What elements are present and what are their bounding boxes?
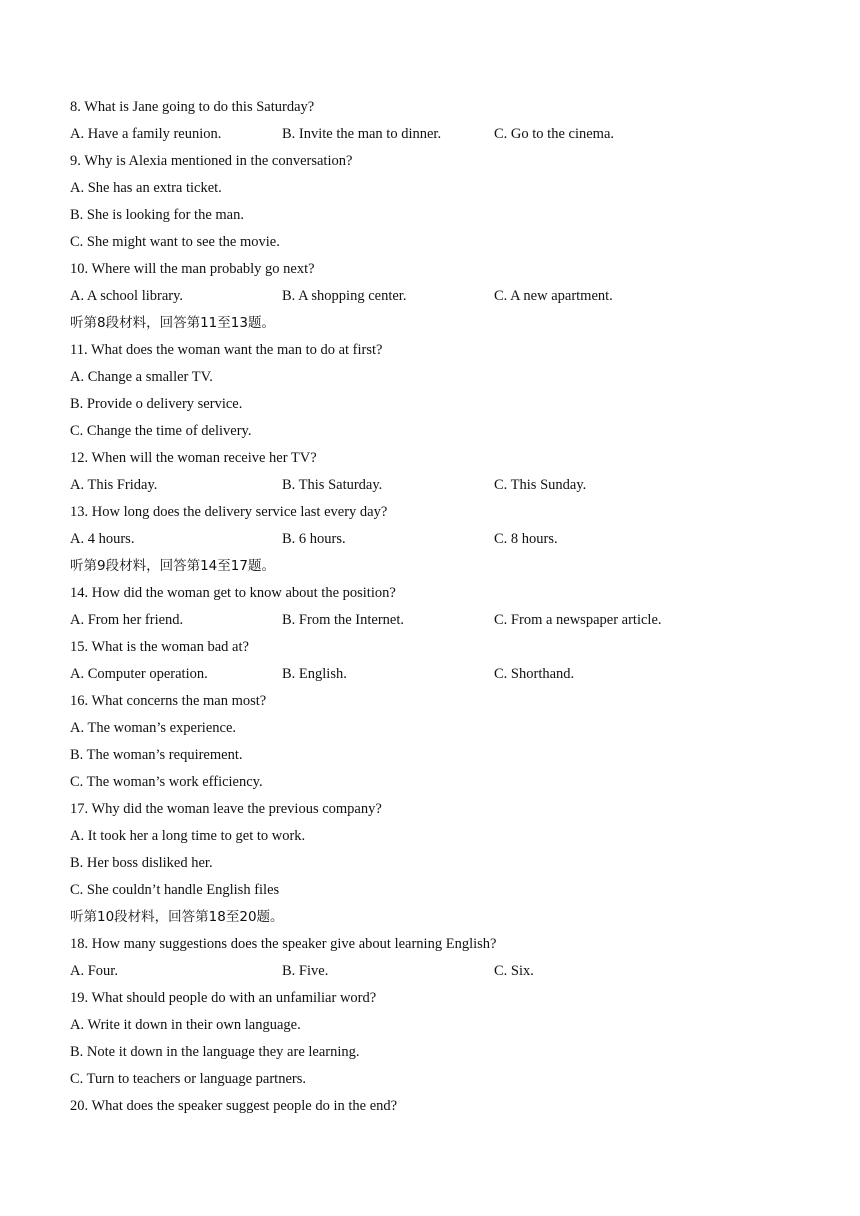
option-a: A. A school library. [70,288,184,304]
option-b: B. Invite the man to dinner. [282,126,442,142]
question-text: 9. Why is Alexia mentioned in the conversation? [70,153,353,169]
question-text: 19. What should people do with an unfamiliar word? [70,990,377,1006]
section-instruction: 听第8段材料，回答第11至13题。 [70,315,275,331]
option-line: B. Provide o delivery service. [70,396,243,412]
options-row [70,121,790,148]
option-a: A. This Friday. [70,477,158,493]
option-line: C. The woman’s work efficiency. [70,774,263,790]
section-instruction: 听第9段材料，回答第14至17题。 [70,558,275,574]
question-text: 17. Why did the woman leave the previous company? [70,801,382,817]
question-text: 20. What does the speaker suggest people do in the end? [70,1098,398,1114]
question-text: 16. What concerns the man most? [70,693,267,709]
options-row [70,526,790,553]
option-c: C. Go to the cinema. [494,126,615,142]
option-line: A. She has an extra ticket. [70,180,222,196]
options-row [70,958,790,985]
option-a: A. Computer operation. [70,666,208,682]
option-a: A. Have a family reunion. [70,126,222,142]
options-row [70,607,790,634]
option-a: A. Four. [70,963,118,979]
option-c: C. Six. [494,963,534,979]
option-c: C. This Sunday. [494,477,587,493]
option-line: A. It took her a long time to get to work. [70,828,306,844]
question-text: 15. What is the woman bad at? [70,639,249,655]
option-b: B. English. [282,666,347,682]
question-text: 10. Where will the man probably go next? [70,261,315,277]
option-line: C. She might want to see the movie. [70,234,280,250]
option-b: B. This Saturday. [282,477,383,493]
question-text: 13. How long does the delivery service last every day? [70,504,388,520]
option-c: C. Shorthand. [494,666,575,682]
option-b: B. 6 hours. [282,531,346,547]
option-line: B. The woman’s requirement. [70,747,243,763]
option-line: C. She couldn’t handle English files [70,882,280,898]
option-line: C. Turn to teachers or language partners. [70,1071,306,1087]
option-c: C. A new apartment. [494,288,613,304]
option-line: C. Change the time of delivery. [70,423,252,439]
option-line: A. Write it down in their own language. [70,1017,301,1033]
question-text: 11. What does the woman want the man to do at first? [70,342,383,358]
question-text: 12. When will the woman receive her TV? [70,450,317,466]
option-b: B. From the Internet. [282,612,405,628]
section-instruction: 听第10段材料，回答第18至20题。 [70,909,284,925]
options-row [70,472,790,499]
option-line: A. Change a smaller TV. [70,369,213,385]
option-line: B. Note it down in the language they are learning. [70,1044,360,1060]
option-b: B. A shopping center. [282,288,407,304]
option-line: A. The woman’s experience. [70,720,237,736]
option-b: B. Five. [282,963,329,979]
options-row [70,283,790,310]
option-c: C. 8 hours. [494,531,558,547]
question-text: 14. How did the woman get to know about the position? [70,585,396,601]
document-page [70,94,790,1120]
question-text: 18. How many suggestions does the speaker give about learning English? [70,936,497,952]
option-line: B. She is looking for the man. [70,207,244,223]
option-a: A. From her friend. [70,612,184,628]
option-a: A. 4 hours. [70,531,135,547]
option-c: C. From a newspaper article. [494,612,662,628]
option-line: B. Her boss disliked her. [70,855,213,871]
question-text: 8. What is Jane going to do this Saturday? [70,99,315,115]
options-row [70,661,790,688]
